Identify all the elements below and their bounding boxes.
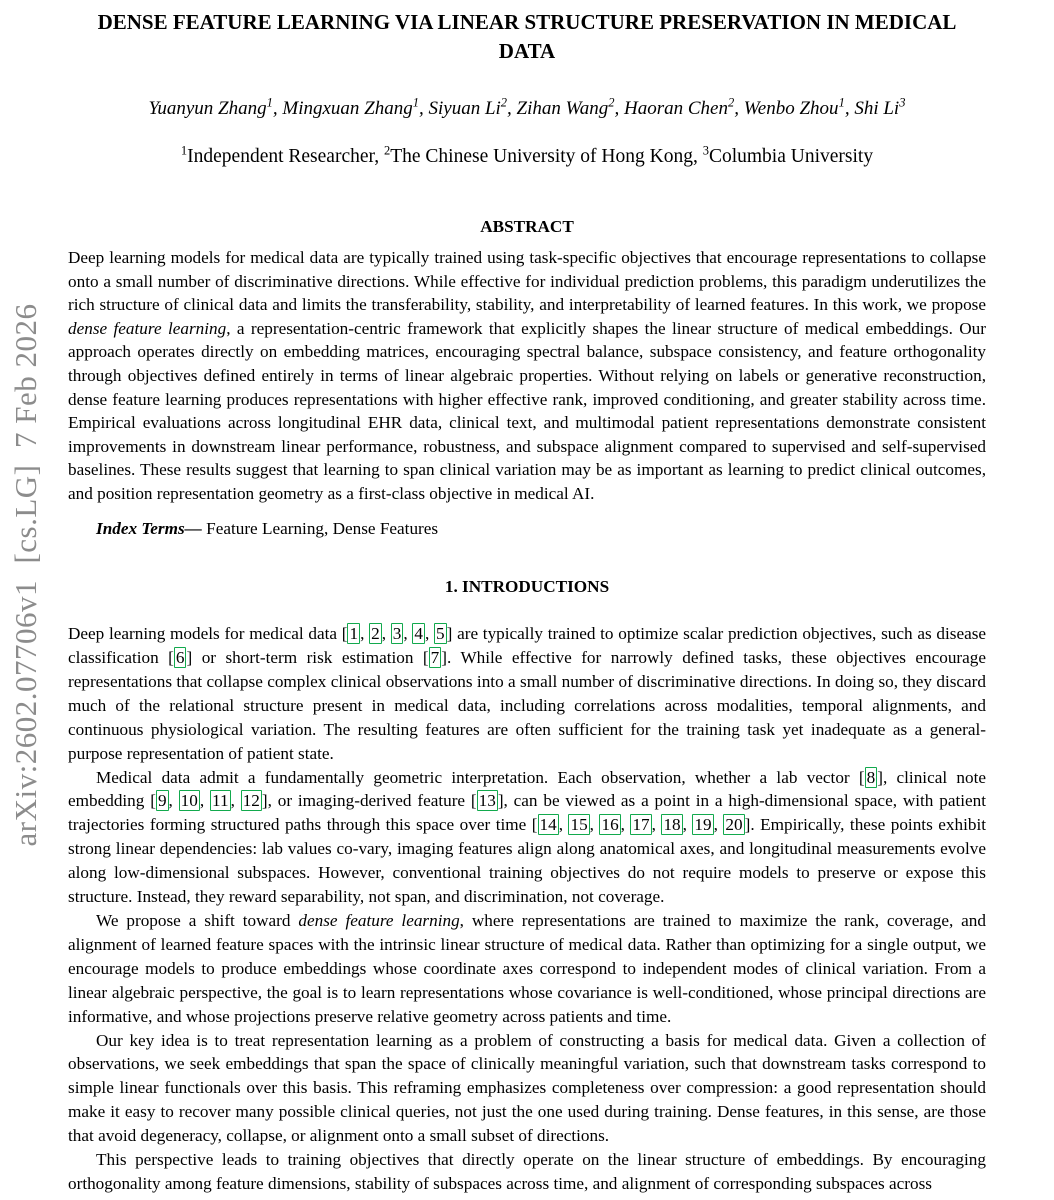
author-affiliation-marker: 2 <box>727 95 735 110</box>
citation-link[interactable]: 19 <box>694 815 712 835</box>
citation-link[interactable]: 1 <box>349 624 359 644</box>
author-name: Yuanyun Zhang$^1$ <box>148 95 273 119</box>
author-line: Yuanyun Zhang$^1$, Mingxuan Zhang$^1$, Siyuan Li$^2$, Zihan Wang$^2$, Haoran Chen$^2$, Wenbo Zhou$^1$, Shi Li$^3$ <box>148 95 906 119</box>
affiliation: $^2$The Chinese University of Hong Kong <box>383 143 693 167</box>
affiliation: $^1$Independent Researcher <box>180 143 375 167</box>
citation-link[interactable]: 18 <box>663 815 681 835</box>
abstract-text: Deep learning models for medical data are typically trained using task-specific objectives that encourage representations to collapse onto a small number of discriminative directions. While effective for individual prediction problems, this paradigm underutilizes the rich structure of clinical data and limits the transferability, stability, and interpretability of learned features. In this work, we propose dense feature learning, a representation-centric framework that explicitly shapes the linear structure of medical embeddings. Our approach operates directly on embedding matrices, encouraging spectral balance, subspace consistency, and feature orthogonality through objectives defined entirely in terms of linear algebraic properties. Without relying on labels or generative reconstruction, dense feature learning produces representations with higher effective rank, improved conditioning, and greater stability across time. Empirical evaluations across longitudinal EHR data, clinical text, and multimodal patient representations demonstrate consistent improvements in downstream linear performance, robustness, and subspace alignment compared to supervised and self-supervised baselines. These results suggest that learning to span clinical variation may be as important as learning to predict clinical outcomes, and position representation geometry as a first-class objective in medical AI. <box>68 248 986 503</box>
introduction-paragraphs <box>68 622 986 1196</box>
author-affiliation-marker: 2 <box>608 95 615 110</box>
citation-link[interactable]: 9 <box>157 791 167 811</box>
author-affiliation-marker: 3 <box>899 95 906 110</box>
citation-link[interactable]: 7 <box>430 648 440 668</box>
author-affiliation-marker: 1 <box>266 95 273 110</box>
citation-link[interactable]: 12 <box>242 791 260 811</box>
index-terms <box>68 517 986 541</box>
index-terms-text: Feature Learning, Dense Features <box>201 518 439 538</box>
author-name: Mingxuan Zhang$^1$ <box>282 95 419 119</box>
affiliation: $^3$Columbia University <box>702 143 874 167</box>
paper-title: DENSE FEATURE LEARNING VIA LINEAR STRUCTURE PRESERVATION IN MEDICAL DATA <box>97 10 957 63</box>
arxiv-watermark: arXiv:2602.07706v1 [cs.LG] 7 Feb 2026 <box>8 303 43 847</box>
citation-link[interactable]: 17 <box>632 815 650 835</box>
paragraph: This perspective leads to training objectives that directly operate on the linear structure of embeddings. By encouraging orthogonality among feature dimensions, stability of subspaces across time, and alignment of corresponding subspaces across <box>68 1150 986 1193</box>
citation-link[interactable]: 14 <box>539 815 557 835</box>
paragraph: We propose a shift toward dense feature learning, where representations are trained to maximize the rank, coverage, and alignment of learned feature spaces with the intrinsic linear structure of medical data. Rather than optimizing for a single output, we encourage models to produce embeddings whose coordinate axes correspond to independent modes of clinical variation. From a linear algebraic perspective, the goal is to learn representations whose covariance is well-conditioned, whose principal directions are informative, and whose projections preserve relative geometry across patients and time. <box>68 911 986 1026</box>
author-affiliation-marker: 1 <box>412 95 419 110</box>
author-affiliation-marker: 1 <box>838 95 845 110</box>
citation-link[interactable]: 4 <box>414 624 423 644</box>
author-name: Haoran Chen$^2$ <box>623 95 735 119</box>
paper-content <box>68 0 986 1196</box>
citation-link[interactable]: 6 <box>175 648 185 668</box>
citation-link[interactable]: 11 <box>212 791 229 811</box>
citation-link[interactable]: 13 <box>478 791 496 811</box>
citation-link[interactable]: 3 <box>392 624 402 644</box>
index-terms-label: Index Terms— <box>96 518 202 538</box>
citation-link[interactable]: 5 <box>436 624 445 644</box>
citation-link[interactable]: 15 <box>570 815 588 835</box>
paragraph: Deep learning models for medical data [ 1 , 2 , 3 , 4 , 5 ] are typically trained to optimize scalar prediction objectives, such as disease classification [ 6 ] or short-term risk estimation [ 7 ]. While effective for narrowly defined tasks, these objectives encourage representations that collapse complex clinical observations into a small number of discriminative directions. In doing so, they discard much of the relational structure present in medical data, including correlations across modalities, temporal alignments, and continuous physiological variation. The resulting features are often sufficient for the training task yet inadequate as a general-purpose representation of patient state. <box>68 624 987 763</box>
author-name: Shi Li$^3$ <box>854 95 906 119</box>
paragraph: Medical data admit a fundamentally geometric interpretation. Each observation, whether a lab vector [ 8 ], clinical note embedding [ 9 , 10 , 11 , 12 ], or imaging-derived feature [ 13 ], can be viewed as a point in a high-dimensional space, with patient trajectories forming structured paths through this space over time [ 14 , 15 , 16 , 17 , 18 , 19 , 20 ]. Empirically, these points exhibit strong linear dependencies: lab values co-vary, imaging features align along anatomical axes, and longitudinal measurements evolve along low-dimensional subspaces. However, conventional training objectives do not require models to preserve or expose this structure. Instead, they reward separability, not span, and discrimination, not coverage. <box>68 767 986 907</box>
citation-link[interactable]: 2 <box>371 624 380 644</box>
author-name: Wenbo Zhou$^1$ <box>743 95 845 119</box>
citation-link[interactable]: 8 <box>866 767 876 787</box>
paragraph: Our key idea is to treat representation learning as a problem of constructing a basis for medical data. Given a collection of observations, we seek embeddings that span the space of clinically meaningful variation, such that downstream tasks correspond to simple linear functionals over this basis. This reframing emphasizes completeness over compression: a good representation should make it easy to recover many possible clinical queries, not just the one used during training. Dense features, in this sense, are those that avoid degeneracy, collapse, or alignment onto a small subset of directions. <box>68 1030 986 1146</box>
citation-link[interactable]: 20 <box>725 815 743 835</box>
citation-link[interactable]: 10 <box>180 791 198 811</box>
author-name: Siyuan Li$^2$ <box>428 95 508 119</box>
author-affiliation-marker: 2 <box>500 95 508 110</box>
author-name: Zihan Wang$^2$ <box>516 95 615 119</box>
abstract-heading: ABSTRACT <box>480 217 574 236</box>
citation-link[interactable]: 16 <box>601 815 619 835</box>
affiliation-line: $^1$Independent Researcher, $^2$The Chinese University of Hong Kong, $^3$Columbia University <box>180 143 874 167</box>
section-heading-introductions: 1. INTRODUCTIONS <box>444 577 610 597</box>
